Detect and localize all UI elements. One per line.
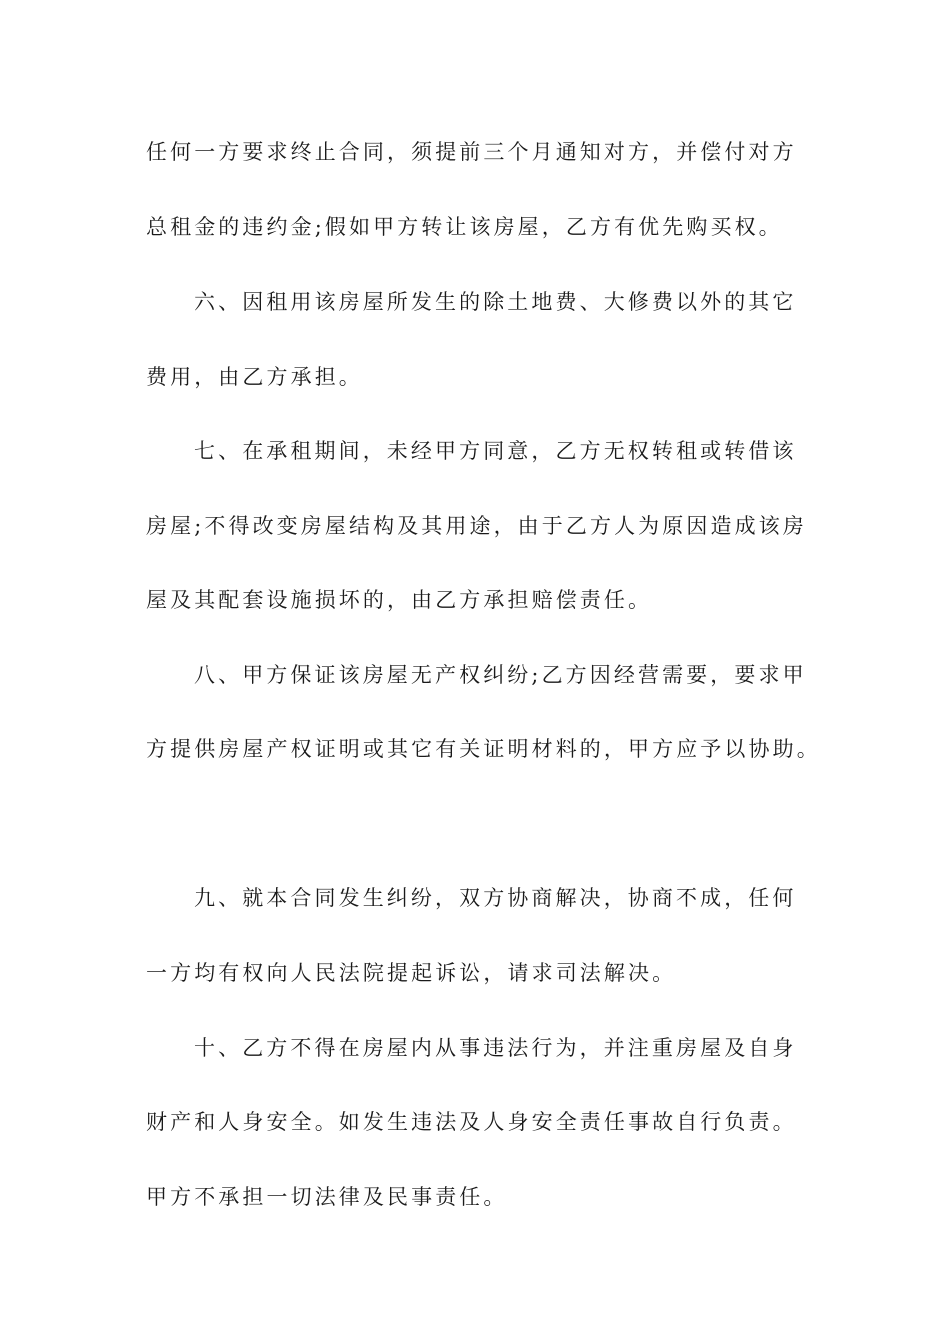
text-line: 屋及其配套设施损坏的，由乙方承担赔偿责任。 bbox=[146, 588, 653, 612]
text-line: 房屋;不得改变房屋结构及其用途，由于乙方人为原因造成该房 bbox=[146, 514, 807, 538]
clause-eight-line: 八、甲方保证该房屋无产权纠纷;乙方因经营需要，要求甲 bbox=[194, 663, 807, 687]
text-line: 一方均有权向人民法院提起诉讼，请求司法解决。 bbox=[146, 961, 677, 985]
text-line: 方提供房屋产权证明或其它有关证明材料的，甲方应予以协助。 bbox=[146, 737, 821, 761]
text-line: 甲方不承担一切法律及民事责任。 bbox=[146, 1185, 508, 1209]
text-line: 总租金的违约金;假如甲方转让该房屋，乙方有优先购买权。 bbox=[146, 215, 783, 239]
text-line: 任何一方要求终止合同，须提前三个月通知对方，并偿付对方 bbox=[146, 140, 797, 164]
text-line: 费用，由乙方承担。 bbox=[146, 365, 363, 389]
text-line: 财产和人身安全。如发生违法及人身安全责任事故自行负责。 bbox=[146, 1110, 797, 1134]
clause-ten-line: 十、乙方不得在房屋内从事违法行为，并注重房屋及自身 bbox=[194, 1036, 797, 1060]
clause-nine-line: 九、就本合同发生纠纷，双方协商解决，协商不成，任何 bbox=[194, 886, 797, 910]
clause-six-line: 六、因租用该房屋所发生的除土地费、大修费以外的其它 bbox=[194, 290, 797, 314]
clause-seven-line: 七、在承租期间，未经甲方同意，乙方无权转租或转借该 bbox=[194, 439, 797, 463]
